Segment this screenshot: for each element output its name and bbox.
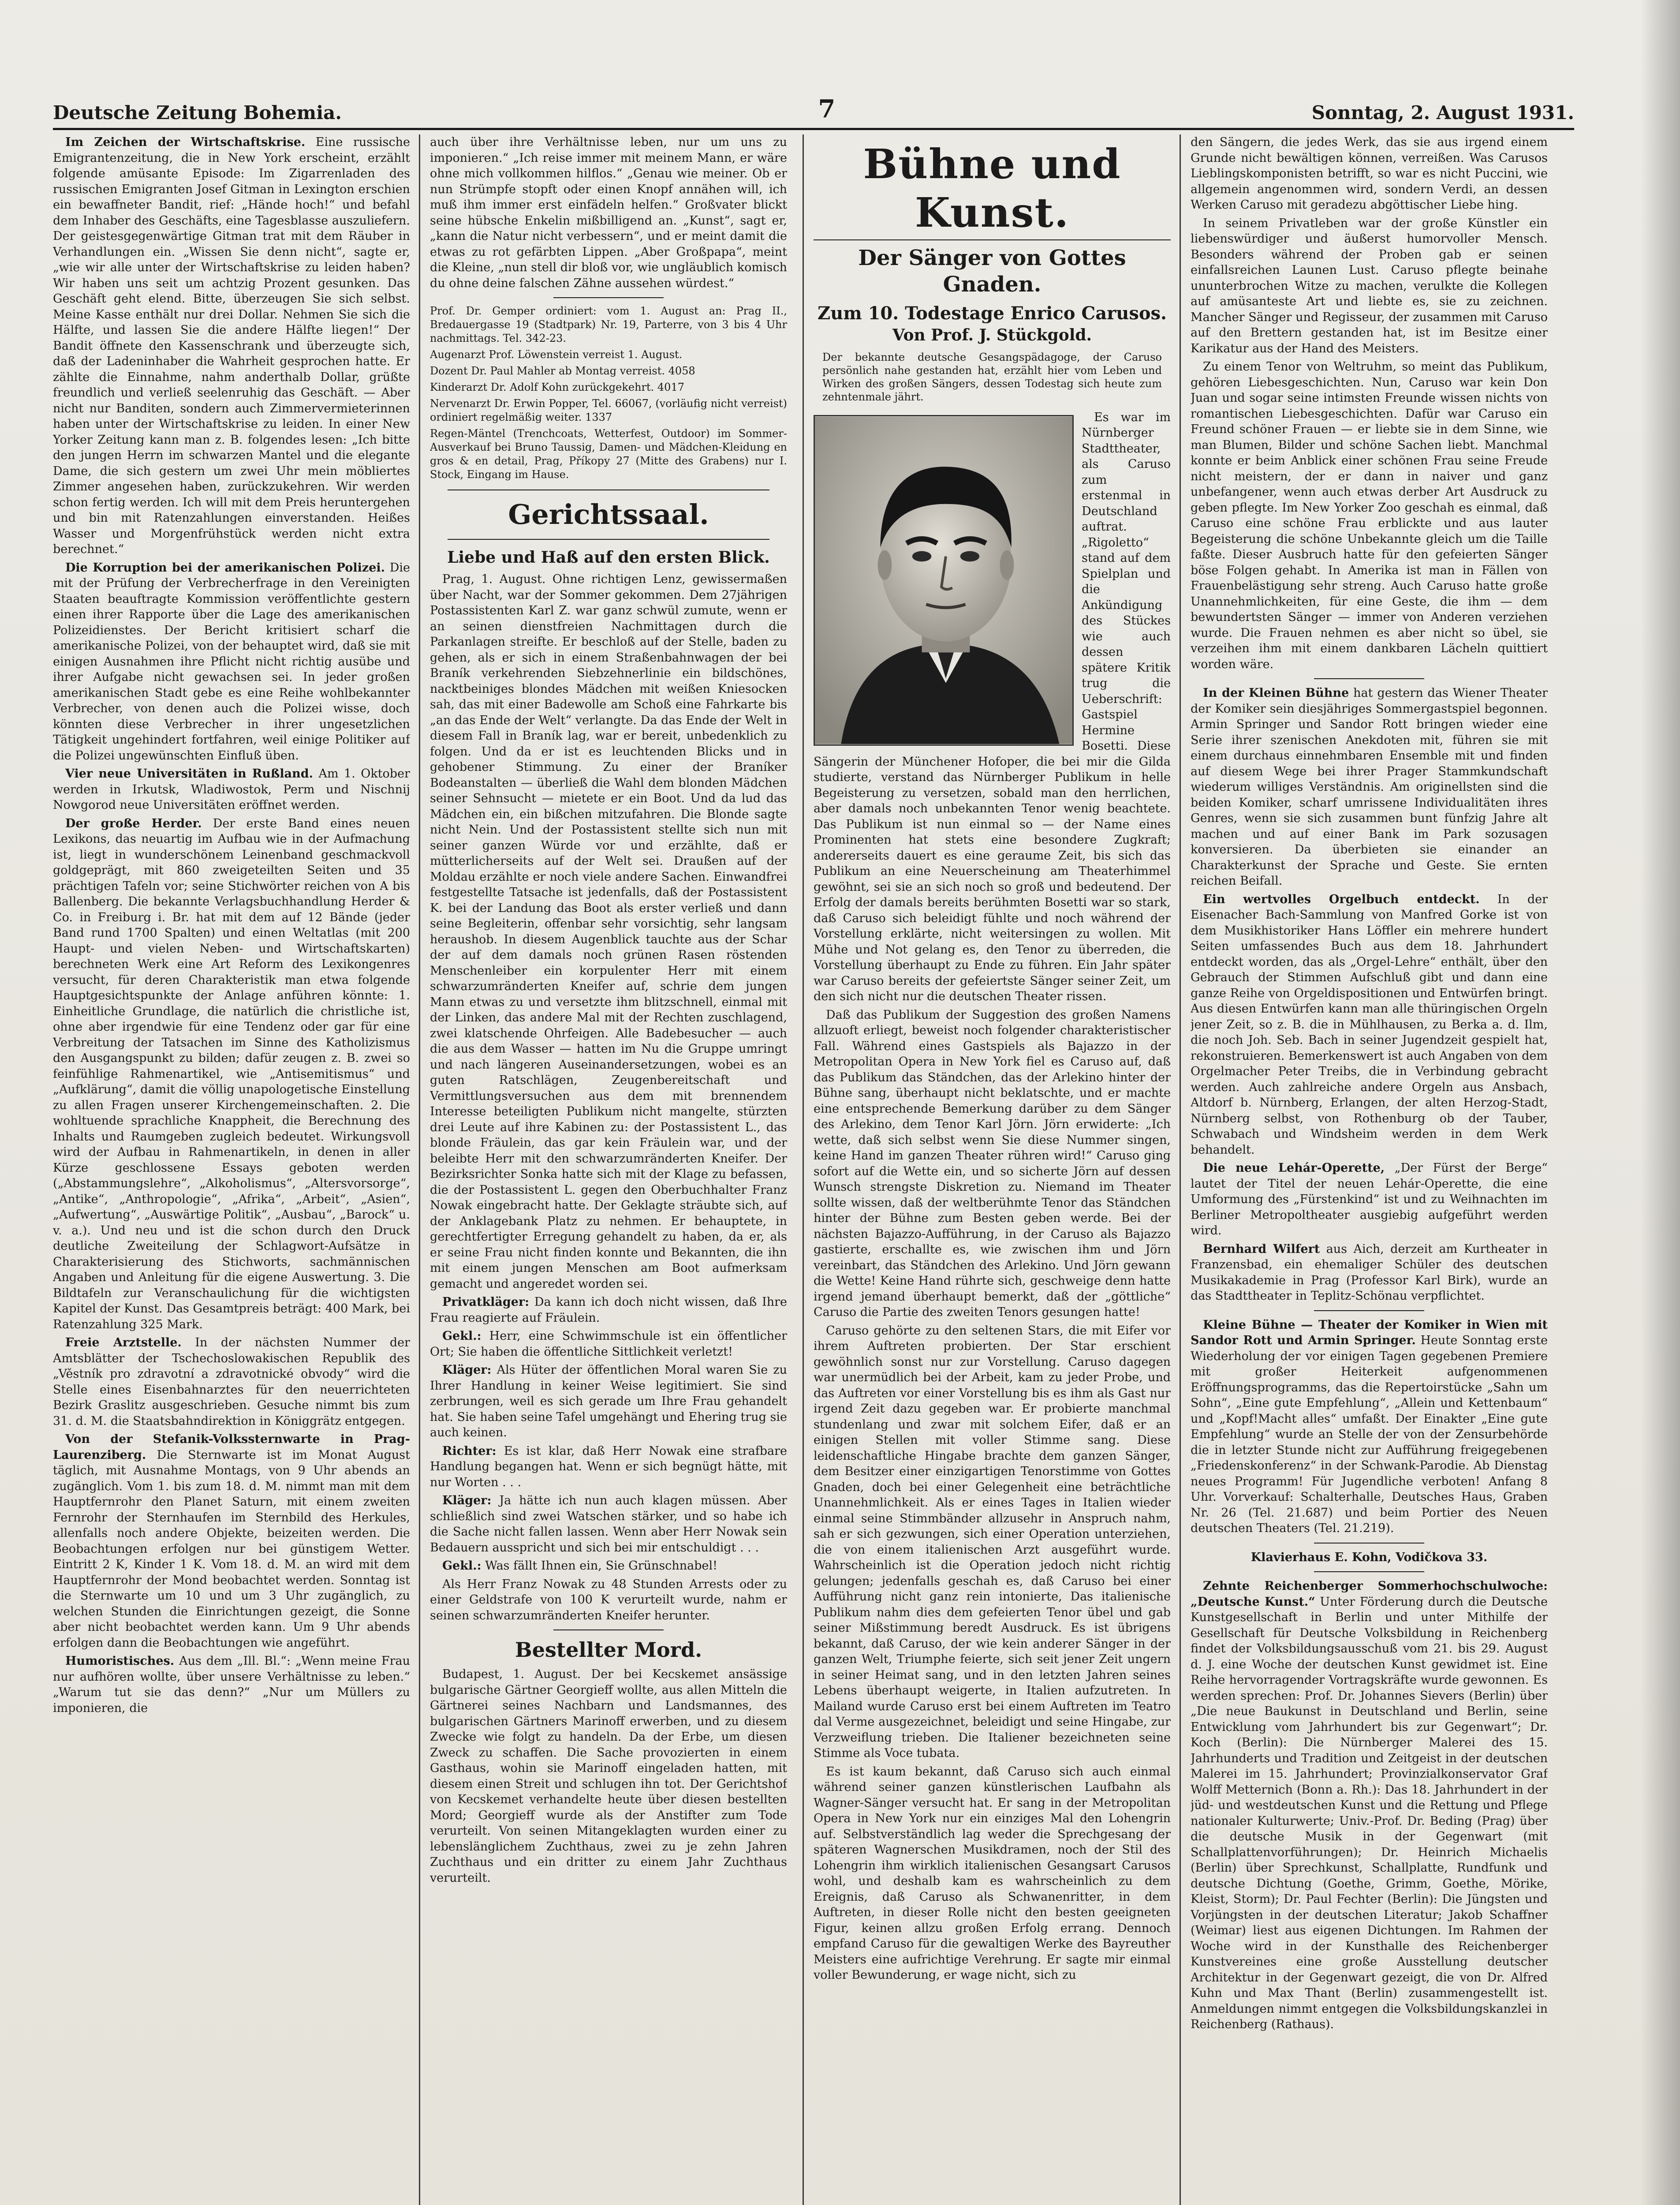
column-4 bbox=[1191, 135, 1548, 2205]
caruso-continued: den Sängern, die jedes Werk, das sie aus irgend einem Grunde nicht bewältigen können, verreißen. Was Carusos Lieblingskomponisten betrifft, so war es nicht Puccini, wie allgemein angenommen wird, sondern Verdi, an dessen Werken Caruso mit geradezu abgöttischer Liebe hing. bbox=[1191, 135, 1548, 212]
caruso-paragraph: Es ist kaum bekannt, daß Caruso sich auch einmal während seiner ganzen künstlerischen Laufbahn als Wagner-Sänger versucht hat. Er sang in der Metropolitan Opera in New York nur ein einziges Mal den Lohengrin auf. Selbstverständlich lag weder die Sprechgesang der späteren Wagnerschen Musikdramen, noch der Stil des Lohengrin ihm wirklich italienischen Gesangsart Carusos wohl, und deshalb kam es wahrscheinlich zu dem Ereignis, daß Caruso als Schwanenritter, in dem Auftreten, in dieser Rolle nicht den besten geeigneten Figur, keinen allzu großen Erfolg errang. Dennoch empfand Caruso für die gewaltigen Werke des Bayreuther Meisters eine aufrichtige Verehrung. Er sagte mir einmal voller Bewunderung, er wage nicht, sich zu bbox=[814, 1764, 1171, 1982]
section-rule bbox=[448, 539, 769, 540]
article-text: Der erste Band eines neuen Lexikons, das neuartig im Aufbau wie in der Aufmachung ist, liegt in wunderschönem Leinenband geschmackvoll goldgeprägt, mit 860 zweigeteilten Seiten und 35 prächtigen Tafeln vor; seine Stichwörter reichen von A bis Ballenberg. Die bekannte Verlagsbuchhandlung Herder & Co. in Freiburg i. Br. hat mit dem auf 12 Bände (jeder Band rund 1700 Spalten) und einen Weltatlas (mit 200 Haupt- und vielen Neben- und Wirtschaftskarten) berechneten Werk eine Art Reform des Lexikongenres versucht, für deren Charakteristik man etwa folgende Hauptgesichtspunkte der Anlage anführen könnte: 1. Einheitliche Grundlage, die natürlich die christliche ist, ohne aber irgendwie für eine Tendenz oder gar für eine Verbreitung der Tatsachen im Sinne des Katholizismus den Ausgangspunkt zu bilden; dafür zeugen z. B. zwei so feinfühlige Rahmenartikel, wie „Antisemitismus“ und „Aufklärung“, damit die völlig unapologetische Einstellung zu allen Fragen unserer Kirchengemeinschaften. 2. Die wohltuende sprachliche Knappheit, die Berechnung des Inhalts und Raumgeben zugleich bedeutet. Wirkungsvoll wird der Aufbau in Rahmenartikeln, in denen in aller Kürze geschlossene Essays geboten werden („Abstammungslehre“, „Alkoholismus“, „Altersvorsorge“, „Antike“, „Anthropologie“, „Afrika“, „Arbeit“, „Asien“, „Aufwertung“, „Auswärtige Politik“, „Ausbau“, „Barock“ u. v. a.). Und neu und ist die schon durch den Druck deutliche Zweiteilung der Schlagwort-Aufsätze in Charakterisierung des Stichworts, sachmännischen Angaben und Anleitung für die eigene Auswertung. 3. Die Bildtafeln zur Veranschaulichung für die wichtigsten Kapitel der Kunst. Das Gesamtpreis beträgt: 400 Mark, bei Ratenzahlung 325 Mark. bbox=[53, 816, 410, 1331]
section-heading-stage-art: Bühne und Kunst. bbox=[863, 140, 1121, 236]
column-3 bbox=[814, 135, 1171, 2205]
article-universities bbox=[53, 766, 410, 813]
court-conclusion: Als Herr Franz Nowak zu 48 Stunden Arrests oder zu einer Geldstrafe von 100 K verurteilt wurde, nahm er seinen schwarzumränderten Kneifer herunter. bbox=[430, 1577, 787, 1622]
article-doctor-post bbox=[53, 1335, 410, 1429]
column-divider bbox=[419, 135, 420, 2205]
notice-item: Nervenarzt Dr. Erwin Popper, Tel. 66067, (vorläufig nicht verreist) ordiniert regelmäßig weiter. 1337 bbox=[430, 397, 787, 423]
issue-date: Sonntag, 2. August 1931. bbox=[1311, 102, 1574, 123]
masthead bbox=[53, 88, 1574, 123]
article-text: „Der Fürst der Berge“ lautet der Titel der neuen Lehár-Operette, die eine Umformung des „Fürstenkind“ ist und zu Weihnachten im Berliner Metropoltheater ausgiebig aufgeführt werden wird. bbox=[1191, 1161, 1548, 1237]
article-text: Eine russische Emigrantenzeitung, die in New York erscheint, erzählt folgende amüsante Episode: Im Zigarrenladen des russischen Emigranten Josef Gitman in Lexington erschien ein bewaffneter Bandit, rief: „Hände hoch!“ und befahl dem Inhaber des Geschäfts, eine Tagesblasse auszuliefern. Der geistesgegenwärtige Gitman trat mit dem Räuber in Verhandlungen ein. „Wissen Sie denn nicht“, sagte er, „wie wir alle unter der Wirtschaftskrise zu leiden haben? Wir haben uns seit um achtzig Prozent gesunken. Das Geschäft geht elend. Bitte, überzeugen Sie sich selbst. Meine Kasse enthält nur drei Dollar. Nehmen Sie sich die Hälfte, und lassen Sie die andere Hälfte liegen!“ Der Bandit öffnete den Kassenschrank und überzeugte sich, daß der Ladeninhaber die Wahrheit gesprochen hatte. Er zählte die Einnahme, nahm anderthalb Dollar, grüßte freundlich und verließ seelenruhig das Geschäft. — Aber nicht nur Banditen, sondern auch Zimmervermieterinnen haben unter der Wirtschaftskrise zu leiden. In einer New Yorker Zeitung kann man z. B. folgendes lesen: „Ich bitte den jungen Herrn im schwarzen Mantel und die elegante Dame, die sich gestern um zwei Uhr mein möbliertes Zimmer angesehen haben, zurückzukehren. Wir werden schon fertig werden. Ich will mit dem Preis heruntergehen und bin mit Ratenzahlungen einverstanden. Heißes Wasser und Morgenfrühstück werden nicht extra berechnet.“ bbox=[53, 135, 410, 556]
column-2 bbox=[430, 135, 787, 2205]
caruso-paragraph: Caruso gehörte zu den seltenen Stars, die mit Eifer vor ihrem Auftreten probierten. Der Star erschient gewöhnlich sonst nur zur Vorstellung. Caruso dagegen war unermüdlich bei der Arbeit, kam zu jeder Probe, und das Auftreten vor einer Vorstellung bis es ihm als Gast nur irgend Zeit dazu gegeben war. Er probierte manchmal stundenlang und zwar mit solchem Eifer, daß er an einigen Stellen mit voller Stimme sang. Diese leidenschaftliche Hingabe brachte dem ganzen Sänger, dem Besitzer einer einzigartigen Tenorstimme von Gottes Gnaden, doch bei einer Gelegenheit eine beträchtliche Unannehmlichkeit. Als er eines Tages in Italien wieder einmal seine Stimmbänder allzusehr in Anspruch nahm, sah er sich gezwungen, sich einer Operation unterziehen, die von einem italienischen Arzt ausgeführt wurde. Wahrscheinlich ist die Operation jedoch nicht richtig gelungen; jedenfalls geschah es, daß Caruso bei einer Aufführung nicht ganz rein intonierte, Das italienische Publikum nahm dies dem gefeierten Tenor übel und gab seiner Mißstimmung beredt Ausdruck. Es ist übrigens bekannt, daß Caruso, der wie kein anderer Sänger in der ganzen Welt, Triumphe feierte, sich seit jener Zeit ungern in seiner Heimat sang, und in den letzten Jahren seines Lebens überhaupt weigerte, in Italien aufzutreten. In Mailand wurde Caruso erst bei einem Auftreten im Teatro dal Verme ausgezeichnet, beleidigt und seine Hingabe, zur Verzweiflung trieben. Die Italiener bezeichneten seine Stimme als Voce tubata. bbox=[814, 1323, 1171, 1760]
article-police-corruption bbox=[53, 560, 410, 764]
section-rule bbox=[553, 1629, 664, 1630]
article-observatory bbox=[53, 1431, 410, 1651]
article-humor bbox=[53, 1653, 410, 1716]
notices-block bbox=[430, 304, 787, 482]
section-rule bbox=[1314, 1543, 1424, 1544]
article-title: Zehnte Reichenberger Sommerhochschulwoche: „Deutsche Kunst.“ bbox=[1191, 1579, 1548, 1609]
caruso-text: Es war im Nürnberger Stadttheater, als Caruso zum erstenmal in Deutschland auftrat. „Rigoletto“ stand auf dem Spielplan und die Ankündigung des Stückes wie auch dessen spätere Kritik trug die Ueberschrift: Gastspiel Hermine Bosetti. Diese Sängerin der Münchener Hofoper, die bei mir die Gilda studierte, verstand das Nürnberger Publikum in helle Begeisterung zu versetzen, sobald man den herrlichen, aber damals noch unbekannten Tenor wenig beachtete. Das Publikum ist nun einmal so — der Name eines Prominenten hat stets eine besondere Zugkraft; andererseits dauert es eine geraume Zeit, bis sich das Publikum an eine Neuerscheinung am Theaterhimmel gewöhnt, sei sie an sich noch so groß und bedeutend. Der Erfolg der damals bereits berühmten Bosetti war so stark, daß Caruso sich beleidigt fühlte und noch während der Vorstellung erklärte, nicht weitersingen zu wollen. Mit Mühe und Not gelang es, den Tenor zu überreden, die Vorstellung überhaupt zu Ende zu führen. Ein Jahr später war Caruso bereits der gefeiertste Sänger seiner Zeit, um den sich nicht nur die deutschen Theater rissen. bbox=[814, 410, 1171, 1003]
article-text: Die mit der Prüfung der Verbrecherfrage in den Vereinigten Staaten beauftragte Kommission veröffentlichte gestern einen ihrer Rapporte über die Lage des amerikanischen Polizeidienstes. Der Bericht kritisiert scharf die amerikanische Polizei, von der behauptet wird, daß sie mit einigen Ausnahmen ihre Pflicht nicht richtig ausübe und ihrer Aufgabe nicht gewachsen sei. In jeder großen amerikanischen Stadt gebe es eine Reihe wohlbekannter Verbrecher, von denen auch die Polizei wisse, doch könnten diese Verbrecher in ihrer ungesetzlichen Tätigkeit ungehindert fortfahren, weil einige Politiker auf die Polizei ungewünschten Einfluß üben. bbox=[53, 561, 410, 762]
article-lehar bbox=[1191, 1160, 1548, 1239]
notice-item: Augenarzt Prof. Löwenstein verreist 1. August. bbox=[430, 348, 683, 361]
article-text: aus Aich, derzeit am Kurtheater in Franzensbad, ein ehemaliger Schüler des deutschen Musikakademie in Prag (Professor Karl Birk), wurde an das Stadttheater in Teplitz-Schönau verpflichtet. bbox=[1191, 1242, 1548, 1303]
article-economy-crisis bbox=[53, 135, 410, 557]
section-rule bbox=[1314, 678, 1424, 679]
dialog-line: Privatkläger: Da kann ich doch nicht wissen, daß Ihre Frau reagierte auf Fräulein. bbox=[430, 1295, 787, 1325]
article-byline: Von Prof. J. Stückgold. bbox=[892, 326, 1092, 344]
article-title: Ein wertvolles Orgelbuch entdeckt. bbox=[1203, 892, 1480, 906]
section-rule bbox=[814, 239, 1171, 240]
article-kleine-buehne bbox=[1191, 685, 1548, 889]
article-title: Humoristisches. bbox=[65, 1654, 175, 1668]
caruso-paragraph: Zu einem Tenor von Weltruhm, so meint das Publikum, gehören Liebesgeschichten. Nun, Caruso war kein Don Juan und sogar seine intimsten Freunde wissen nichts von romantischen Liebesgeschichten. Dafür war Caruso ein Freund schöner Frauen — er liebte sie in dem Sinne, wie man Blumen, Bilder und schöne Sachen liebt. Manchmal konnte er beim Anblick einer schönen Frau seine Freude nicht meistern, der er dann in naiver und ganz unbefangener, wenn auch etwas derber Art Ausdruck zu geben pflegte. Im New Yorker Zoo geschah es einmal, daß Caruso eine schöne Frau erblickte und aus lauter Begeisterung die schöne Unbekannte gleich um die Taille faßte. Dieser Ausbruch hatte für den gefeierten Sänger böse Folgen gehabt. In Amerika ist man in Fällen von Frauenbelästigung sehr streng. Auch Caruso hatte große Unannehmlichkeiten, für eine Geste, die ihm — dem bewundertsten Sänger — immer von Anderen verziehen wurde. Die Frauen nehmen es aber nicht so übel, sie verzeihen ihm mit einem dankbaren Lächeln quittiert worden wäre. bbox=[1191, 360, 1548, 671]
dialog-line: Richter: Es ist klar, daß Herr Nowak eine strafbare Handlung begangen hat. Wenn er sich begnügt hätte, mit nur Worten . . . bbox=[430, 1444, 787, 1489]
paper-name: Deutsche Zeitung Bohemia. bbox=[53, 102, 342, 123]
ad-klavierhaus: Klavierhaus E. Kohn, Vodičkova 33. bbox=[1251, 1550, 1488, 1564]
section-rule bbox=[1314, 1571, 1424, 1572]
section-rule bbox=[1314, 1310, 1424, 1311]
ad-kleine-buehne bbox=[1191, 1317, 1548, 1536]
notice-item: Prof. Dr. Gemper ordiniert: vom 1. August an: Prag II., Bredauergasse 19 (Stadtpark) Nr. 19, Parterre, von 3 bis 4 Uhr nachmittags. Tel. 342-23. bbox=[430, 305, 787, 344]
portrait-photo-icon bbox=[814, 415, 1074, 746]
notice-item: Kinderarzt Dr. Adolf Kohn zurückgekehrt. 4017 bbox=[430, 381, 684, 393]
article-title: Von der Stefanik-Volkssternwarte in Prag-Laurenziberg. bbox=[53, 1432, 410, 1462]
article-text: Am 1. Oktober werden in Irkutsk, Wladiwostok, Perm und Nischnij Nowgorod neue Universitäten eröffnet werden. bbox=[53, 767, 410, 812]
section-rule bbox=[553, 297, 664, 298]
article-lead: Der bekannte deutsche Gesangspädagoge, der Caruso persönlich nahe gestanden hat, erzählt hier vom Leben und Wirken des großen Sängers, dessen Todestag sich heute zum zehntenmale jährt. bbox=[822, 351, 1162, 403]
court-subheading: Liebe und Haß auf den ersten Blick. bbox=[447, 548, 770, 567]
article-herder bbox=[53, 816, 410, 1333]
dialog-line: Gekl.: Was fällt Ihnen ein, Sie Grünschnabel! bbox=[442, 1559, 718, 1573]
article-wilfert bbox=[1191, 1241, 1548, 1304]
dialog-line: Kläger: Ja hätte ich nun auch klagen müssen. Aber schließlich sind zwei Watschen stärker, und so habe ich die Sache nicht fallen lassen. Wenn aber Herr Nowak sein Bedauern ausspricht und sich bei mir entschuldigt . . . bbox=[430, 1494, 787, 1555]
article-title: Freie Arztstelle. bbox=[65, 1336, 182, 1349]
article-text: hat gestern das Wiener Theater der Komiker sein diesjähriges Sommergastspiel begonnen. Armin Springer und Sandor Rott bringen wieder eine Serie ihrer szenischen Anekdoten mit, führen sie mit einem durchaus einnehmbaren Ensemble mit und finden auf diesem Wege bei ihrer Prager Stammkundschaft wiederum williges Verständnis. Am originellsten sind die beiden Komiker, scharf umrissene Individualitäten ihres Genres, wenn sie sich zusammen bunt fünfzig Jahre alt machen und auf einer Bank im Park sozusagen konversieren. Da überbieten sie einander an Charakterkunst der Sprache und Geste. Sie ernten reichen Beifall. bbox=[1191, 686, 1548, 888]
article-reichenberg bbox=[1191, 1578, 1548, 2033]
article-text: Aus dem „Ill. Bl.“: „Wenn meine Frau nur aufhören wollte, über unsere Verhältnisse zu leben.“ „Warum tut sie das denn?“ „Nur um Müllers zu imponieren, die bbox=[53, 1654, 410, 1715]
article-title: Bernhard Wilfert bbox=[1203, 1242, 1320, 1256]
article-title: In der Kleinen Bühne bbox=[1203, 686, 1349, 700]
article-title: Vier neue Universitäten in Rußland. bbox=[65, 767, 314, 781]
article-title: Der große Herder. bbox=[65, 816, 202, 830]
caruso-paragraph: Daß das Publikum der Suggestion des großen Namens allzuoft erliegt, beweist noch folgender charakteristischer Fall. Während eines Gastspiels als Bajazzo in der Metropolitan Opera in New York fiel es Caruso auf, daß das Publikum das Ständchen, das der Arlekino hinter der Bühne sang, überhaupt nicht beklatschte, und er machte eine entsprechende Bemerkung darüber zu dem Sänger des Arlekino, dem Tenor Karl Jörn. Jörn erwiderte: „Ich wette, daß sich selbst wenn Sie diese Nummer singen, keine Hand im ganzen Theater rühren wird!“ Caruso ging sofort auf die Wette ein, und so sicherte Jörn auf dessen Wunsch strengste Diskretion zu. Niemand im Theater sollte wissen, daß der weltberühmte Tenor das Ständchen hinter der Bühne zum Besten geben werde. Bei der nächsten Bajazzo-Aufführung, in der Caruso als Bajazzo gastierte, erschallte es, wie zwischen ihm und Jörn vereinbart, das Ständchen des Arlekino. Und Jörn gewann die Wette! Keine Hand rührte sich, geschweige denn hatte irgend jemand überhaupt bemerkt, daß der „göttliche“ Caruso die Partie des zweiten Tenors gesungen hatte! bbox=[814, 1008, 1171, 1319]
caruso-paragraph: In seinem Privatleben war der große Künstler ein liebenswürdiger und äußerst humorvoller Mensch. Besonders während der Proben gab er seinen einfallsreichen Launen Lust. Caruso pflegte beinahe ununterbrochen Witze zu machen, verulkte die Kollegen auf amüsanteste Art und liebte es, sie zu zeichnen. Mancher Sänger und Regisseur, der zusammen mit Caruso auf den Brettern gestanden hat, ist im Besitze einer Karikatur aus der Hand des Meisters. bbox=[1191, 216, 1548, 355]
section-heading-court: Gerichtssaal. bbox=[508, 498, 709, 531]
column-1 bbox=[53, 135, 410, 2205]
dialog-line: Gekl.: Herr, eine Schwimmschule ist ein öffentlicher Ort; Sie haben die öffentliche Sittlichkeit verletzt! bbox=[430, 1329, 787, 1359]
ad-title: Kleine Bühne — Theater der Komiker in Wien mit Sandor Rott und Armin Springer. bbox=[1191, 1318, 1548, 1347]
notice-item: Dozent Dr. Paul Mahler ab Montag verreist. 4058 bbox=[430, 365, 695, 377]
article-subheadline: Zum 10. Todestage Enrico Carusos. bbox=[818, 303, 1167, 324]
article-text: In der nächsten Nummer der Amtsblätter der Tschechoslowakischen Republik des „Věstník pro zdravotní a zdravotnické obvody“ wird die Stelle eines Eisenbahnarztes für den neuerrichteten Bezirk Graslitz ausgeschrieben. Gesuche nimmt bis zum 31. d. M. die Staatsbahndirektion in Königgrätz entgegen. bbox=[53, 1336, 410, 1428]
court-report: Prag, 1. August. Ohne richtigen Lenz, gewissermaßen über Nacht, war der Sommer gekommen. Dem 27jährigen Postassistenten Karl Z. war ganz schwül zumute, wenn er an seinen dienstfreien Nachmittagen durch die Parkanlagen streifte. Er beschloß auf der Stelle, baden zu gehen, als er sich in einem Straßenbahnwagen der bei Braník verkehrenden Siebzehnerlinie ein bildschönes, nacktbeiniges blondes Mädchen mit weißen Kniesocken sah, das mit einer Badewolle am Schoß eine Fahrkarte bis „an das Ende der Welt“ verlangte. Da das Ende der Welt in diesem Fall in Braník lag, war er bereit, unbedenklich zu folgen. Und da er ist es leuchtenden Blicks und in gehobener Stimmung. Zu einer der Braníker Bodeanstalten — überließ die Wahl dem blonden Mädchen seiner Sehnsucht — mietete er ein Boot. Und da lud das Mädchen ein, ein bißchen mitzufahren. Die Blonde sagte nicht Nein. Und der Postassistent stellte sich nun mit seiner ganzen Würde vor und erzählte, daß er mütterlicherseits auf der Welt sei. Draußen auf der Moldau erzählte er noch viele andere Sachen. Einwandfrei festgestellte Tatsache ist jedenfalls, daß der Postassistent K. bei der Landung das Boot als erster verließ und dann seine Begleiterin, offenbar sehr vorsichtig, sehr langsam heraushob. In diesem Augenblick tauchte aus der Schar der auf dem damals noch grünen Rasen röstenden Menschenleiber ein korpulenter Herr mit einem schwarzumränderten Kneifer auf, schrie dem jungen Mann etwas zu und versetzte ihm blitzschnell, einmal mit der Linken, das andere Mal mit der Rechten zuschlagend, zwei klatschende Ohrfeigen. Alle Badebesucher — auch die aus dem Wasser — hatten im Nu die Gruppe umringt und nach längeren Auseinandersetzungen, wobei es an guten Ratschlägen, Zeugenbereitschaft und Vermittlungsversuchen aus dem mit brennendem Interesse beteiligten Publikum nicht mangelte, stürzten drei Leute auf ihre Kabinen zu: der Postassistent L., das blonde Fräulein, das gar kein Fräulein war, und der beleibte Herr mit den schwarzumränderten Kneifer. Der Bezirksrichter Sonka hatte sich mit der Klage zu befassen, die der Postassistent L. gegen den Oberbuchhalter Franz Nowak eingebracht hatte. Der Geklagte sträubte sich, auf der Anklagebank Platz zu nehmen. Er behauptete, in gerechtfertigter Erregung gehandelt zu haben, da er, als er seine Frau nicht finden konnte und Bekannten, die ihn mit einem jungen Menschen am Boot aufmerksam gemacht und angeredet worden sei. bbox=[430, 572, 787, 1291]
dialog-line: Kläger: Als Hüter der öffentlichen Moral waren Sie zu Ihrer Handlung in keiner Weise legitimiert. Sie sind zerbrungen, weil es sich gerade um Ihre Frau gehandelt hat. Sie haben seine Tafel umgehängt und Ehering trug sie auch keinen. bbox=[430, 1363, 787, 1439]
article-orgelbuch bbox=[1191, 892, 1548, 1158]
article-text: In der Eisenacher Bach-Sammlung von Manfred Gorke ist von dem Musikhistoriker Hans Löffler ein mehrere hundert Seiten umfassendes Buch aus dem 18. Jahrhundert entdeckt worden, das als „Orgel-Lehre“ enthält, über den Gebrauch der Stimmen Aufschluß gibt und dann eine ganze Reihe von Orgeldispositionen und Entwürfen bringt. Aus diesen Entwürfen kann man alle thüringischen Orgeln jener Zeit, so z. B. die in Mühlhausen, zu Berka a. d. Ilm, die noch Joh. Seb. Bach in seiner Jugendzeit gespielt hat, rekonstruieren. Bemerkenswert ist auch Angaben von dem Orgelmacher Peter Treibs, die in Verbindung gebracht werden. Auch zahlreiche andere Orgeln aus Ansbach, Altdorf b. Nürnberg, Erlangen, der alten Herzog-Stadt, Nürnberg selbst, von Rothenburg ob der Tauber, Schwabach und Windsheim werden in dem Werk behandelt. bbox=[1191, 892, 1548, 1157]
article-text: Die Sternwarte ist im Monat August täglich, mit Ausnahme Montags, von 9 Uhr abends an zugänglich. Vom 1. bis zum 18. d. M. nimmt man mit dem Hauptfernrohr den Planet Saturn, mit einem zweiten Fernrohr der Sternhaufen im Sternbild des Herkules, allenfalls noch andere Objekte, beizeiten werden. Die Beobachtungen erfolgen nur bei günstigem Wetter. Eintritt 2 K, Kinder 1 K. Vom 18. d. M. an wird mit dem Hauptfernrohr der Mond beobachtet werden. Sonntag ist die Sternwarte um 10 und um 3 Uhr zugänglich, zu welchen Stunden die Einrichtungen gezeigt, die Sonne aber nicht beobachtet werden kann. Um 9 Uhr abends erfolgen dann die Beobachtungen wie angeführt. bbox=[53, 1448, 410, 1650]
article-title: Die Korruption bei der amerikanischen Polizei. bbox=[65, 561, 385, 575]
article-title: Die neue Lehár-Operette, bbox=[1203, 1161, 1385, 1175]
notice-item: Regen-Mäntel (Trenchcoats, Wetterfest, Outdoor) im Sommer-Ausverkauf bei Bruno Taussig, Damen- und Mädchen-Kleidung en gros & en detail, Prag, Příkopy 27 (Mitte des Grabens) nur I. Stock, Eingang im Hause. bbox=[430, 427, 787, 481]
article-headline: Der Sänger von Gottes Gnaden. bbox=[858, 246, 1126, 297]
article-text: Unter Förderung durch die Deutsche Kunstgesellschaft in Berlin und unter Mithilfe der Gesellschaft für Deutsche Volksbildung in Reichenberg findet der Volksbildungsausschuß vom 21. bis 29. August d. J. eine Woche der deutschen Kunst gewidmet ist. Eine Reihe hervorragender Vortragskräfte wurde gewonnen. Es werden sprechen: Prof. Dr. Johannes Sievers (Berlin) über „Die neue Baukunst in Deutschland und Berlin, seine Entwicklung vom Jahrhundert bis zur Gegenwart“; Dr. Koch (Berlin): Die Nürnberger Malerei des 15. Jahrhunderts und Tradition und Zeitgeist in der deutschen Malerei im 15. Jahrhundert; Provinzialkonservator Graf Wolff Metternich (Bonn a. Rh.): Das 18. Jahrhundert in der jüd- und westdeutschen Kunst und die Rettung und Pflege nationaler Kulturwerte; Univ.-Prof. Dr. Beding (Prag) über die deutsche Musik in der Gegenwart (mit Schallplattenvorführungen); Dr. Heinrich Michaelis (Berlin) über Sprechkunst, Schallplatte, Rundfunk und deutsche Dichtung (Goethe, Grimm, Goethe, Mörike, Kleist, Storm); Dr. Paul Fechter (Berlin): Die Jüngsten und Vorjüngsten in der deutschen Literatur; Jakob Schaffner (Weimar) liest aus eigenen Dichtungen. Im Rahmen der Woche wird in der Kunsthalle des Reichenberger Kunstvereines eine große Ausstellung deutscher Architektur in der Gegenwart gezeigt, die von Dr. Alfred Kuhn und Max Thant (Berlin) zusammengestellt ist. Anmeldungen nimmt entgegen die Volksbildungskanzlei in Reichenberg (Rathaus). bbox=[1191, 1595, 1548, 2031]
article-title: Im Zeichen der Wirtschaftskrise. bbox=[65, 135, 306, 149]
caruso-paragraph-intro bbox=[814, 410, 1171, 1005]
column-divider bbox=[803, 135, 804, 2205]
portrait-frame bbox=[814, 415, 1074, 746]
ad-text: Heute Sonntag erste Wiederholung der vor einigen Tagen gegebenen Premiere mit großer Heiterkeit aufgenommenen Eröffnungsprogramms, das die Repertoirstücke „Sahn um Sohn“, „Eine gute Empfehlung“, „Allein und Kettenbaum“ und „Kopf!Macht alles“ umfaßt. Der Einakter „Eine gute Empfehlung“ wurde an Stelle der von der Zensurbehörde die in letzter Stunde nicht zur Aufführung freigegebenen „Friedenskonferenz“ in der Schwank-Parodie. Ab Dienstag neues Programm! Für Jugendliche verboten! Anfang 8 Uhr. Vorverkauf: Schalterhalle, Deutsches Haus, Graben Nr. 26 (Tel. 21.687) und beim Portier des Neuen deutschen Theaters (Tel. 21.219). bbox=[1191, 1334, 1548, 1535]
masthead-rule bbox=[53, 128, 1574, 130]
caruso-portrait bbox=[815, 416, 1072, 744]
page-edge-shadow bbox=[1640, 0, 1680, 2205]
page-number: 7 bbox=[818, 94, 836, 123]
murder-report: Budapest, 1. August. Der bei Kecskemet ansässige bulgarische Gärtner Georgieff wollte, aus allen Mitteln die Gärtnerei seines Nachbarn und Landsmannes, des bulgarischen Gärtners Marinoff erwerben, und zu diesem Zwecke wie folgt zu handeln. Da der Erbe, um diesen Zweck zu schaffen. Die Sache provozierten in einem Gasthaus, wohin sie Marinoff eingeladen hatten, mit diesem einen Streit und schlugen ihn tot. Der Gerichtshof von Kecskemet verhandelte heute über diesen bestellten Mord; Georgieff wurde als der Anstifter zum Tode verurteilt. Von seinen Mitangeklagten wurden einer zu lebenslänglichem Zuchthaus, zwei zu je zehn Jahren Zuchthaus und ein dritter zu einem Jahr Zuchthaus verurteilt. bbox=[430, 1667, 787, 1885]
column-divider bbox=[1180, 135, 1181, 2205]
humor-continued: auch über ihre Verhältnisse leben, nur um uns zu imponieren.“ „Ich reise immer mit meinem Mann, er wäre ohne mich vollkommen hilflos.“ „Genau wie meiner. Ob er nun Strümpfe stopft oder einen Knopf annähen will, ich muß ihm immer erst einfädeln helfen.“ Großvater blickt seine hübsche Enkelin mißbilligend an. „Kunst“, sagt er, „kann die Natur nicht verbessern“, und er meint damit die etwas zu rot gefärbten Lippen. „Aber Großpapa“, meint die Kleine, „nun stell dir bloß vor, wie ungläublich komisch du ohne deine falschen Zähne aussehen würdest.“ bbox=[430, 135, 787, 290]
section-heading-murder: Bestellter Mord. bbox=[515, 1638, 702, 1662]
